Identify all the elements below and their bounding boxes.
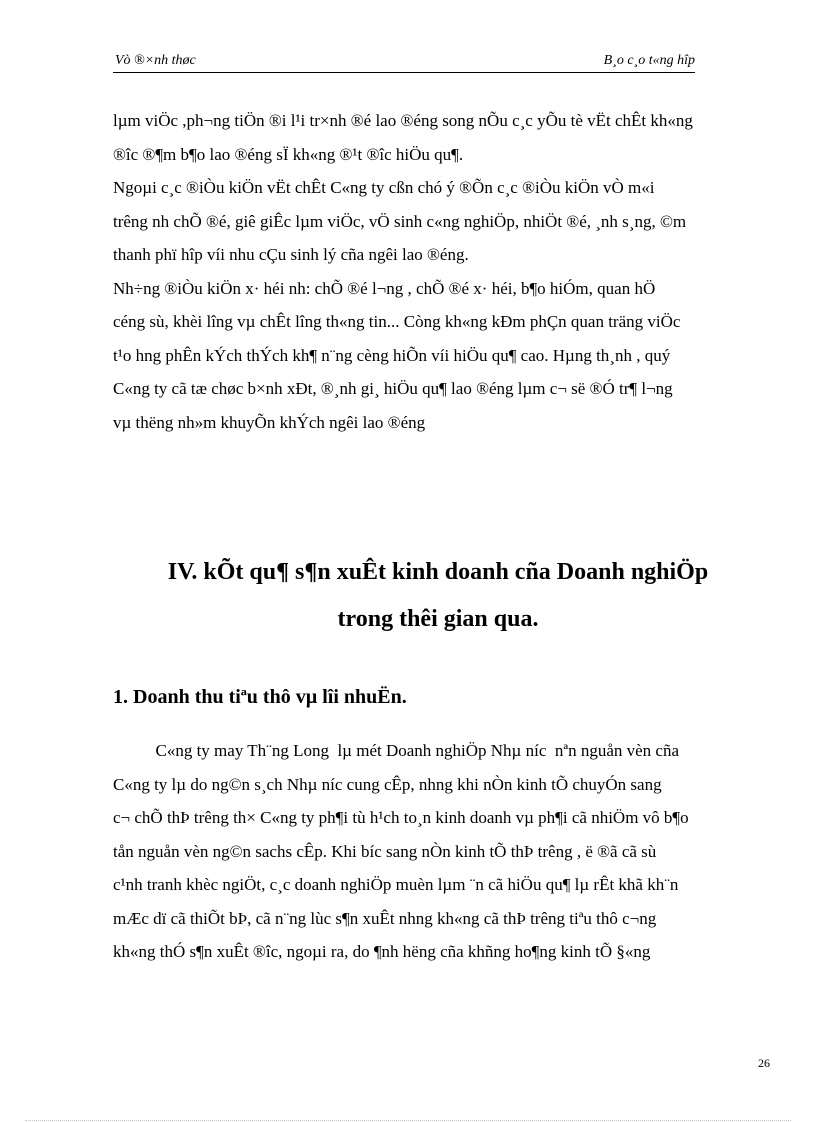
text-line: kh«ng thÓ s¶n xuÊt ®îc, ngoµi ra, do ¶nh hëng cña khñng ho¶ng kinh tÕ §«ng bbox=[113, 942, 651, 961]
page-bottom-divider bbox=[25, 1120, 791, 1121]
section-heading-line-1: IV. kÕt qu¶ s¶n xuÊt kinh doanh cña Doanh nghiÖp bbox=[167, 559, 709, 585]
section-heading bbox=[113, 549, 763, 643]
paragraph-revenue bbox=[113, 734, 763, 969]
text-line: C«ng ty cã tæ chøc b×nh xÐt, ®¸nh gi¸ hiÖu qu¶ lao ®éng lµm c¬ së ®Ó tr¶ l¬ng bbox=[113, 379, 673, 398]
header-report-title: B¸o c¸o t«ng hîp bbox=[603, 53, 695, 68]
page-header bbox=[113, 52, 695, 73]
text-line: trêng nh chÕ ®é, giê giÊc lµm viÖc, vÖ sinh c«ng nghiÖp, nhiÖt ®é, ¸nh s¸ng, ©m bbox=[113, 211, 687, 231]
text-line: c¹nh tranh khèc ngiÖt, c¸c doanh nghiÖp muèn lµm ¨n cã hiÖu qu¶ lµ rÊt khã kh¨n bbox=[113, 875, 679, 894]
page-number: 26 bbox=[758, 1056, 770, 1070]
text-line: tån nguån vèn ng©n sachs cÊp. Khi bíc sang nÒn kinh tÕ thÞ trêng , ë ®ã cã sù bbox=[113, 841, 657, 861]
subsection-heading: 1. Doanh thu tiªu thô vµ lîi nhuËn. bbox=[113, 686, 407, 708]
text-line: mÆc dï cã thiÕt bÞ, cã n¨ng lùc s¶n xuÊt nhng kh«ng cã thÞ trêng tiªu thô c¬ng bbox=[113, 908, 657, 928]
text-line: vµ thëng nh»m khuyÕn khÝch ngêi lao ®éng bbox=[113, 412, 426, 432]
text-line: t¹o hng phÊn kÝch thÝch kh¶ n¨ng cèng hiÕn víi hiÖu qu¶ cao. Hµng th¸nh , quý bbox=[113, 345, 671, 365]
text-line: lµm viÖc ,ph¬ng tiÖn ®i l¹i tr×nh ®é lao ®éng song nÕu c¸c yÕu tè vËt chÊt kh«ng bbox=[113, 111, 693, 130]
header-author: Vò ®×nh thøc bbox=[115, 53, 196, 68]
section-heading-line-2: trong thêi gian qua. bbox=[337, 606, 539, 632]
text-line: Nh÷ng ®iÒu kiÖn x· héi nh: chÕ ®é l¬ng , chÕ ®é x· héi, b¶o hiÓm, quan hÖ bbox=[113, 278, 656, 298]
text-line: thanh phï hîp víi nhu cÇu sinh lý cña ngêi lao ®éng. bbox=[113, 245, 469, 264]
text-line: C«ng ty lµ do ng©n s¸ch Nhµ níc cung cÊp, nhng khi nÒn kinh tÕ chuyÓn sang bbox=[113, 774, 662, 794]
text-line: céng sù, khèi lîng vµ chÊt lîng th«ng tin... Còng kh«ng kÐm phÇn quan träng viÖc bbox=[113, 312, 681, 331]
paragraph-working-conditions bbox=[113, 104, 763, 439]
text-line: ®îc ®¶m b¶o lao ®éng sÏ kh«ng ®¹t ®îc hiÖu qu¶. bbox=[113, 144, 464, 164]
text-line: Ngoµi c¸c ®iÒu kiÖn vËt chÊt C«ng ty cßn chó ý ®Õn c¸c ®iÒu kiÖn vÒ m«i bbox=[113, 178, 655, 197]
text-line: C«ng ty may Th¨ng Long lµ mét Doanh nghiÖp Nhµ níc nªn nguån vèn cña bbox=[113, 741, 679, 760]
text-line: c¬ chÕ thÞ trêng th× C«ng ty ph¶i tù h¹ch to¸n kinh doanh vµ ph¶i cã nhiÖm vô b¶o bbox=[113, 808, 689, 827]
